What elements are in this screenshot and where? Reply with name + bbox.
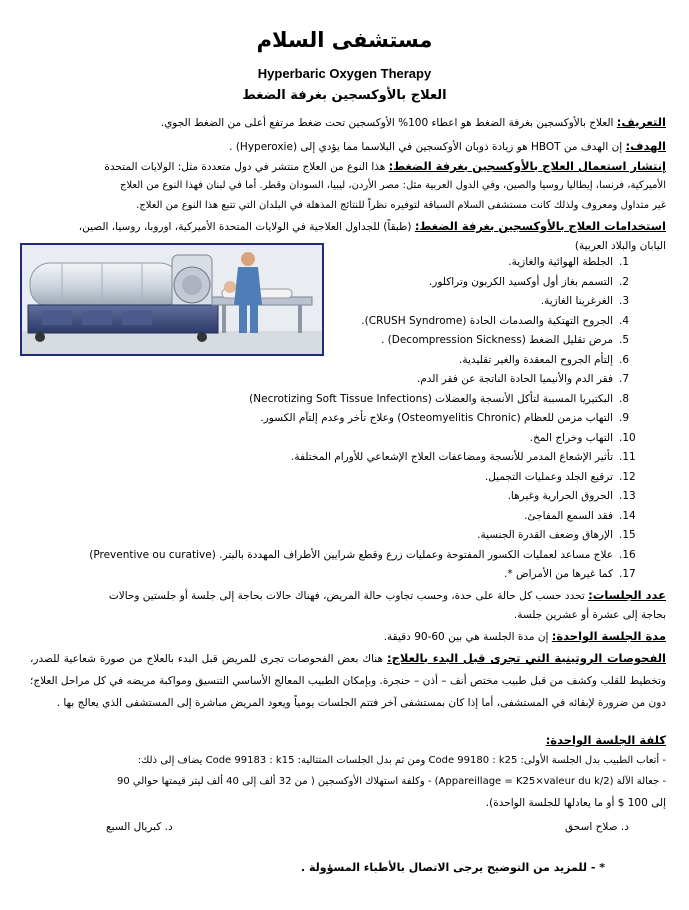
uses-line-2: اليابان والبلاد العربية) <box>574 240 666 252</box>
indications-list <box>89 253 636 585</box>
sessions-count-line-1 <box>30 585 666 606</box>
indication-text: الجلطة الهوائية والغازية. <box>508 256 613 268</box>
indication-number: .4 <box>619 314 630 327</box>
definition-paragraph <box>30 112 666 133</box>
indication-number: .17 <box>619 568 636 580</box>
session-duration-label: مدة الجلسة الواحدة: <box>551 629 666 643</box>
indication-item <box>330 312 630 332</box>
sessions-count-line-2: بحاجة إلى عشرة أو عشرين جلسة. <box>513 609 666 621</box>
indication-item <box>260 409 630 429</box>
indication-number: .13 <box>619 490 636 502</box>
hyperbaric-chamber-photo <box>20 243 324 356</box>
spread-line-3: غير متداول ومعروف ولذلك كانت مستشفى السلام السباقة لتوفيره نظراً للنتائج المذهلة في البلدان التي تتبع هذا النوع من العلاج. <box>136 200 666 211</box>
indication-number: .1 <box>619 256 630 268</box>
spread-line-1 <box>30 156 666 177</box>
indication-number: .6 <box>619 353 630 366</box>
uses-text-1: (طبقاً) للجداول العلاجية في الولايات المتحدة الأميركية، اوروبا، روسيا، الصين، <box>78 221 415 233</box>
indication-item <box>330 292 630 312</box>
indication-text: تأثير الإشعاع المدمر للأنسجة ومضاعفات العلاج الإشعاعي للأورام المختلفة. <box>291 451 613 463</box>
indication-text: الغرغرينا الغازية. <box>540 295 613 307</box>
definition-text: العلاج بالأوكسجين بغرفة الضغط هو اعطاء 100% الأوكسجين تحت ضغط مرتفع أعلى من الضغط الجوي. <box>160 117 617 129</box>
title-arabic: العلاج بالأوكسجين بغرفة الضغط <box>242 88 447 103</box>
goal-paragraph <box>30 136 666 157</box>
routine-tests-text: هناك بعض الفحوصات تجرى للمريض قبل البدء بالعلاج من صورة شعاعية للصدر، وتخطيط للقلب وكشف من قبل طبيب مختص أنف – أذن – حنجرة. وبإمكان الطبيب المعالج الأساسي التنسيق ومواكبة مريضه في كل مراحل العلاج؛ دون من ضرورة لإبقائه في المستشفى، أما إذا كان بمستشفى آخر فتتم الجلسات يومياً ويعود المريض مباشرة إلى المستشفى الذي يعالج بها . <box>30 653 666 709</box>
indication-text: إلتأم الجروح المعقدة والغير تقليدية. <box>459 353 613 366</box>
indication-number: .9 <box>619 412 630 424</box>
indication-text: ترقيع الجلد وعمليات التجميل. <box>484 470 613 483</box>
indication-number: .8 <box>619 392 630 405</box>
indication-item <box>330 526 636 546</box>
routine-tests-paragraph <box>30 647 666 737</box>
session-duration-paragraph <box>30 626 666 647</box>
indication-text: مرض تقليل الضغط (Decompression Sickness) . <box>380 334 613 346</box>
signature-right: د. صلاح اسحق <box>565 821 629 833</box>
indication-number: .12 <box>619 470 636 483</box>
indication-item <box>330 565 636 585</box>
indication-text: فقر الدم والأنيميا الحادة الناتجة عن فقر الدم. <box>416 373 613 385</box>
spread-label: إنتشار استعمال العلاج بالأوكسجين بغرفة الضغط: <box>388 159 666 173</box>
indication-text: فقد السمع المفاجئ. <box>524 509 613 522</box>
uses-line-1 <box>30 216 666 237</box>
indication-text: الجروح التهتكية والصدمات الحادة (CRUSH Syndrome). <box>361 314 613 327</box>
indication-item <box>330 468 636 488</box>
indication-item <box>330 351 630 371</box>
indication-text: التهاب وخراج المخ. <box>529 431 613 444</box>
indication-text: الإرهاق وضعف القدرة الجنسية. <box>477 529 613 541</box>
routine-tests-label: الفحوصات الروتينية التي تجرى قبل البدء بالعلاج: <box>387 651 666 665</box>
indication-text: علاج مساعد لعمليات الكسور المفتوحة وعمليات زرع وقطع شرايين الأطراف المهددة بالبتر. (Preventive ou curative) <box>89 548 613 561</box>
indication-item <box>89 546 636 566</box>
cost-label: كلفة الجلسة الواحدة: <box>545 733 666 747</box>
session-duration-text: إن مدة الجلسة هي بين 60-90 دقيقة. <box>383 631 552 643</box>
hyperbaric-chamber-image <box>22 245 322 354</box>
indication-number: .10 <box>619 431 636 444</box>
sessions-count-text: تحدد حسب كل حالة على حدة، وحسب تجاوب حالة المريض، فهناك حالات بحاجة إلى جلسة أو جلستين وحالات <box>108 590 589 602</box>
indication-number: .5 <box>619 334 630 346</box>
indication-text: الحروق الحرارية وغيرها. <box>507 490 613 502</box>
hospital-name: مستشفى السلام <box>256 28 433 52</box>
indication-item <box>249 390 630 410</box>
indication-item <box>330 487 636 507</box>
indication-number: .14 <box>619 509 636 522</box>
indication-text: كما غيرها من الأمراض *. <box>504 568 613 580</box>
indication-item <box>330 273 630 293</box>
indication-number: .11 <box>619 451 636 463</box>
goal-text: إن الهدف من HBOT هو زيادة ذوبان الأوكسجين في البلاسما مما يؤدي إلى (Hyperoxie) . <box>229 141 626 153</box>
sessions-count-label: عدد الجلسات: <box>588 588 666 602</box>
goal-label: الهدف: <box>625 139 666 153</box>
indication-item <box>291 448 636 468</box>
spread-text-1: هذا النوع من العلاج منتشر في دول متعددة مثل: الولايات المتحدة <box>104 161 389 173</box>
indication-item <box>330 429 636 449</box>
indication-text: التهاب مزمن للعظام (Osteomyelitis Chronic) وعلاج تأخر وعدم إلتآم الكسور. <box>260 412 613 424</box>
cost-line-1: - أتعاب الطبيب بدل الجلسة الأولى: Code 99180 : k25 ومن ثم بدل الجلسات المتتالية: Code 99183 : k15 يضاف إلى ذلك: <box>137 755 666 766</box>
indication-item <box>330 507 636 527</box>
indication-number: .7 <box>619 373 630 385</box>
definition-label: التعريف: <box>616 115 666 129</box>
cost-line-3: إلى 100 $ أو ما يعادلها للجلسة الواحدة). <box>485 797 666 809</box>
indication-text: التسمم بغاز أول أوكسيد الكربون وتراكلور. <box>428 275 613 288</box>
uses-label: استخدامات العلاج بالأوكسجين بغرفة الضغط: <box>414 219 666 233</box>
indication-number: .3 <box>619 295 630 307</box>
indication-item <box>330 331 630 351</box>
footnote: * - للمزيد من التوضيح يرجى الاتصال بالأطباء المسؤولة . <box>300 861 605 874</box>
indication-item <box>330 253 630 273</box>
signature-left: د. كبريال السبع <box>106 821 173 833</box>
spread-line-2: الأميركية، فرنسا، إيطاليا روسيا والصين، وفي الدول العربية مثل: مصر الأردن، ليبيا، السودان وقطر. أما في لبنان فهذا النوع من العلاج <box>119 180 666 191</box>
indication-number: .2 <box>619 275 630 288</box>
indication-number: .16 <box>619 548 636 561</box>
indication-number: .15 <box>619 529 636 541</box>
indication-text: البكتيريا المسببة لتأكل الأنسجة والعضلات (Necrotizing Soft Tissue Infections) <box>249 392 613 405</box>
indication-item <box>330 370 630 390</box>
cost-line-2: - جعالة الآلة (Appareillage = K25×valeur du k/2) - وكلفة استهلاك الأوكسجين ( من 32 ألف إلى 40 ألف ليتر قيمتها حوالي 90 <box>116 776 666 787</box>
title-english: Hyperbaric Oxygen Therapy <box>257 66 432 81</box>
cost-heading <box>30 730 666 751</box>
